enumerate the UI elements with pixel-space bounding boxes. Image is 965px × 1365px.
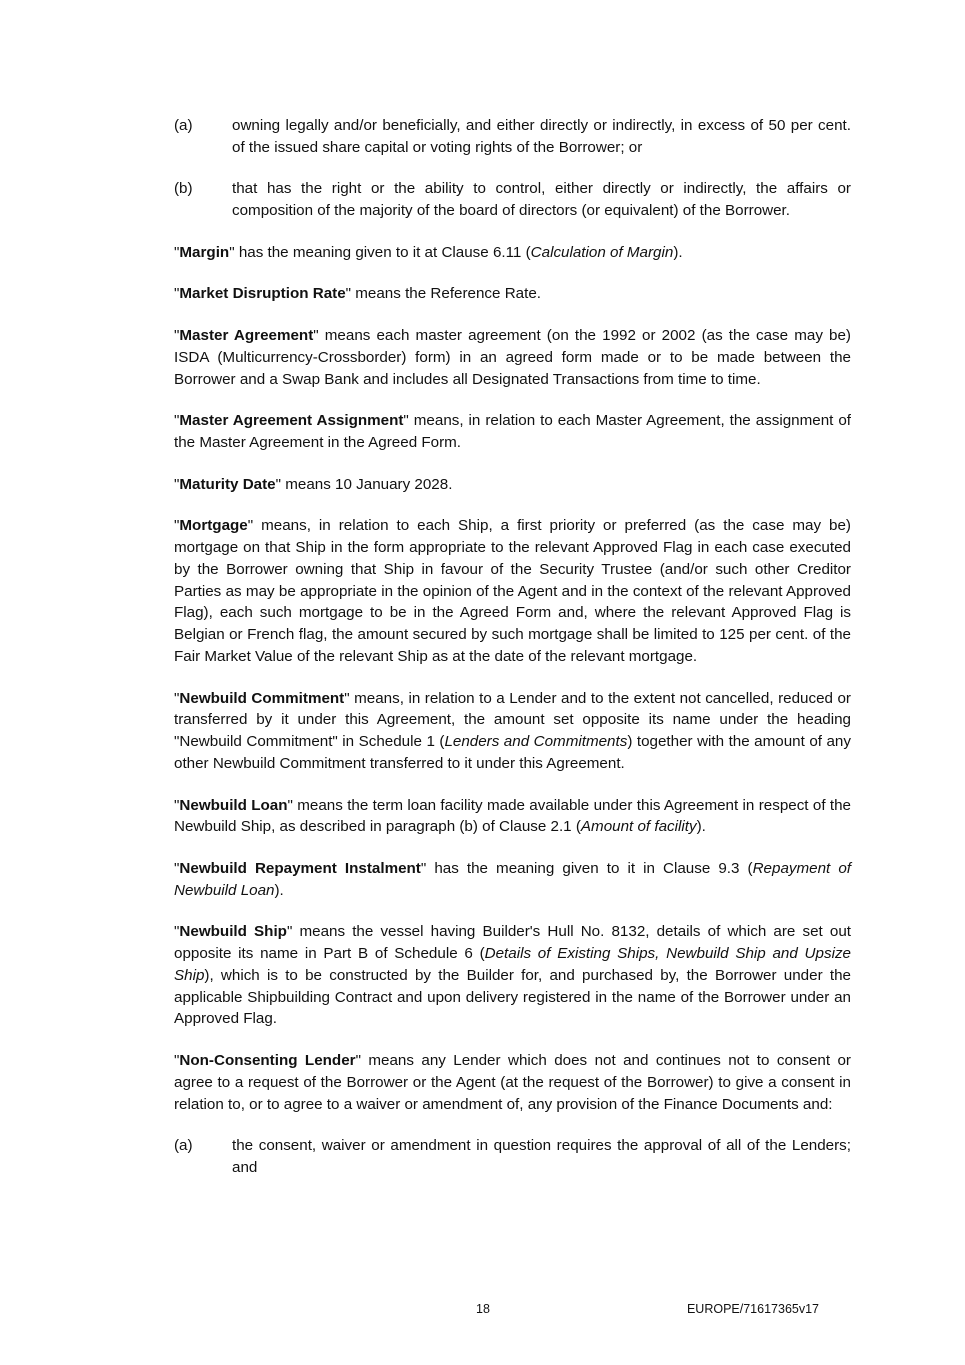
defined-term: Market Disruption Rate	[179, 285, 346, 303]
defined-term: Mortgage	[179, 517, 248, 535]
defined-term: Newbuild Ship	[179, 923, 287, 941]
document-page	[174, 115, 851, 1199]
definition-master-agreement-assignment: "Master Agreement Assignment" means, in relation to each Master Agreement, the assignment of the Master Agreement in the Agreed Form.	[174, 412, 851, 451]
defined-term: Newbuild Repayment Instalment	[179, 859, 421, 877]
defined-term: Newbuild Loan	[179, 796, 288, 814]
definition-margin: "Margin" has the meaning given to it at Clause 6.11 (Calculation of Margin).	[174, 243, 683, 261]
definition-newbuild-ship: "Newbuild Ship" means the vessel having Builder's Hull No. 8132, details of which are set out opposite its name in Part B of Schedule 6 (Details of Existing Ships, Newbuild Ship and Upsize Ship), which is to be constructed by the Builder for, and purchased by, the Borrower under the applicable Shipbuilding Contract and upon delivery registered in the name of the Borrower under an Approved Flag.	[174, 923, 851, 1028]
document-reference: EUROPE/71617365v17	[686, 1302, 819, 1316]
item-text: that has the right or the ability to control, either directly or indirectly, the affairs or composition of the majority of the board of directors (or equivalent) of the Borrower.	[232, 180, 851, 220]
definition-newbuild-loan: "Newbuild Loan" means the term loan facility made available under this Agreement in respect of the Newbuild Ship, as described in paragraph (b) of Clause 2.1 (Amount of facility).	[174, 796, 851, 836]
defined-term: Maturity Date	[179, 475, 276, 493]
definition-master-agreement: "Master Agreement" means each master agreement (on the 1992 or 2002 (as the case may be) ISDA (Multicurrency-Crossborder) form) in an agreed form made or to be made between the Borrower and a Swap Bank and includes all Designated Transactions from time to time.	[174, 326, 851, 388]
definition-maturity-date: "Maturity Date" means 10 January 2028.	[174, 475, 453, 493]
list-item	[174, 115, 851, 159]
page-number: 18	[476, 1302, 490, 1316]
defined-term: Master Agreement Assignment	[179, 412, 404, 430]
item-label: (a)	[174, 1137, 193, 1155]
defined-term: Non-Consenting Lender	[179, 1052, 356, 1070]
item-label: (b)	[174, 180, 193, 198]
item-text: the consent, waiver or amendment in question requires the approval of all of the Lenders; and	[232, 1137, 851, 1177]
definition-mortgage: "Mortgage" means, in relation to each Ship, a first priority or preferred (as the case may be) mortgage on that Ship in the form appropriate to the relevant Approved Flag in each case executed by the Borrower owning that Ship in favour of the Security Trustee (and/or such other Creditor Parties as may be appropriate in the opinion of the Agent and in the context of the relevant Approved Flag), each such mortgage to be in the Agreed Form and, where the relevant Approved Flag is Belgian or French flag, the amount secured by such mortgage shall be limited to 125 per cent. of the Fair Market Value of the relevant Ship as at the date of the relevant mortgage.	[174, 517, 851, 665]
item-text: owning legally and/or beneficially, and either directly or indirectly, in excess of 50 per cent. of the issued share capital or voting rights of the Borrower; or	[232, 117, 851, 156]
definition-market-disruption-rate: "Market Disruption Rate" means the Reference Rate.	[174, 285, 541, 303]
defined-term: Master Agreement	[179, 326, 314, 344]
definition-newbuild-commitment: "Newbuild Commitment" means, in relation to a Lender and to the extent not cancelled, reduced or transferred by it under this Agreement, the amount set opposite its name under the heading "Newbuild Commitment" in Schedule 1 (Lenders and Commitments) together with the amount of any other Newbuild Commitment transferred to it under this Agreement.	[174, 689, 851, 772]
defined-term: Margin	[179, 243, 230, 261]
definition-newbuild-repayment-instalment: "Newbuild Repayment Instalment" has the meaning given to it in Clause 9.3 (Repayment of Newbuild Loan).	[174, 859, 851, 899]
list-item	[174, 1135, 851, 1179]
item-label: (a)	[174, 117, 193, 134]
defined-term: Newbuild Commitment	[179, 689, 345, 707]
definition-non-consenting-lender: "Non-Consenting Lender" means any Lender which does not and continues not to consent or agree to a request of the Borrower or the Agent (at the request of the Borrower) to give a consent in relation to, or to agree to a waiver or amendment of, any provision of the Finance Documents and:	[174, 1052, 851, 1113]
list-item	[174, 178, 851, 222]
